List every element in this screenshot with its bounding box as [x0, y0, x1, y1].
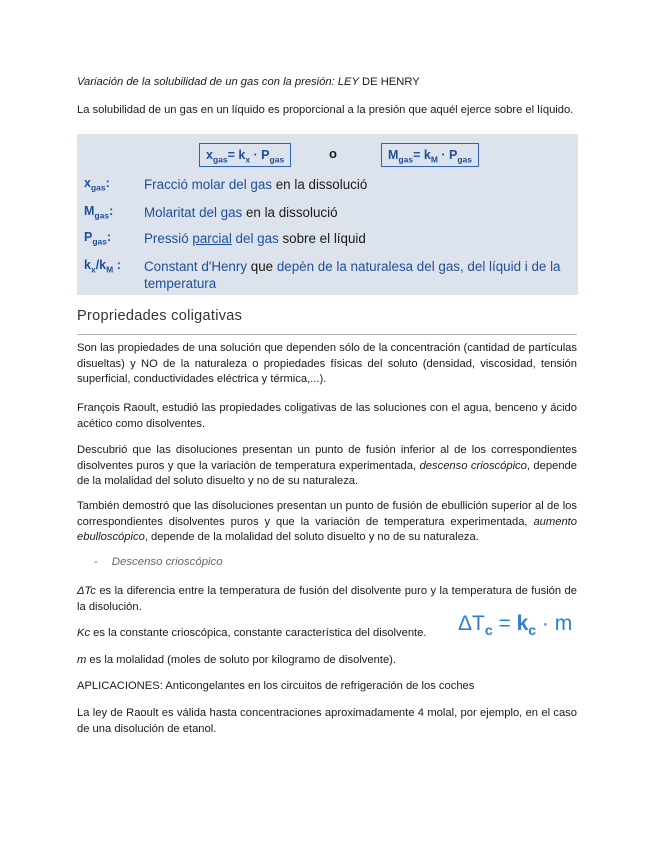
henry-title — [77, 75, 577, 91]
definition-text: Molaritat del gas en la dissolució — [144, 205, 338, 220]
definition-symbol: $k_x/k_M$ : — [84, 258, 121, 275]
henry-title-normal: DE HENRY — [358, 76, 420, 88]
definition-text: Fracció molar del gas en la dissolució — [144, 177, 368, 192]
henry-law-box — [77, 134, 578, 295]
paragraph-definition: Son las propiedades de una solución que dependen sólo de la concentración (cantidad de partículas disueltas) y NO de la naturaleza o propiedades físicas del soluto (densidad, viscosidad, tensión superficial, conductividades eléctrica y térmica,...). — [77, 342, 577, 385]
henry-formula-molar-fraction: $x_{gas}= k_x \cdot P_{gas}$ — [199, 143, 291, 167]
formula-or: o — [329, 146, 337, 161]
cryoscopic-formula: $\Delta T_c = k_c \cdot m$ — [458, 612, 573, 639]
definition-symbol: $P_{gas}$: — [84, 230, 112, 247]
section-divider — [77, 334, 577, 335]
paragraph-raoult-limit: La ley de Raoult es válida hasta concentraciones aproximadamente 4 molal, por ejemplo, en el caso de una disolución de etanol. — [77, 707, 577, 735]
definition-symbol: $M_{gas}$: — [84, 204, 114, 221]
definition-symbol: $x_{gas}$: — [84, 176, 110, 193]
paragraph-delta-tc: ΔTc es la diferencia entre la temperatura de fusión del disolvente puro y la temperatura de fusión de la disolución. — [77, 585, 577, 613]
section-heading: Propriedades coligativas — [77, 308, 243, 324]
definition-text: Pressió parcial del gas sobre el líquid — [144, 231, 366, 246]
bullet-descenso-crioscopico: - Descenso crioscópico — [94, 556, 223, 568]
paragraph-raoult: François Raoult, estudió las propiedades coligativas de las soluciones con el agua, benceno y ácido acético como disolventes. — [77, 402, 577, 430]
definition-text: Constant d'Henry que depèn de la naturalesa del gas, del líquid i de la temperatura — [144, 259, 561, 291]
paragraph-crioscopico: Descubrió que las disoluciones presentan un punto de fusión inferior al de los correspondientes disolventes puros y que la variación de temperatura experimentada, descenso crioscópico, depende de la molalidad del soluto disuelto y no de su naturaleza. — [77, 444, 577, 487]
paragraph-molality: m es la molalidad (moles de soluto por kilogramo de disolvente). — [77, 654, 397, 666]
paragraph-kc: Kc es la constante crioscópica, constante característica del disolvente. — [77, 627, 427, 639]
henry-title-italic: Variación de la solubilidad de un gas con la presión: LEY — [77, 76, 359, 88]
paragraph-aplicaciones: APLICACIONES: Anticongelantes en los circuitos de refrigeración de los coches — [77, 680, 475, 692]
paragraph-ebulloscopico: También demostró que las disoluciones presentan un punto de fusión de ebullición superior al de los correspondientes disolventes puros y que la variación de temperatura experimentada, aumento ebulloscópico, depende de la molalidad del soluto disuelto y no de su naturaleza. — [77, 500, 577, 543]
henry-formula-molarity: $M_{gas}= k_M \cdot P_{gas}$ — [381, 143, 479, 167]
henry-intro: La solubilidad de un gas en un líquido es proporcional a la presión que aquél ejerce sobre el líquido. — [77, 104, 574, 116]
